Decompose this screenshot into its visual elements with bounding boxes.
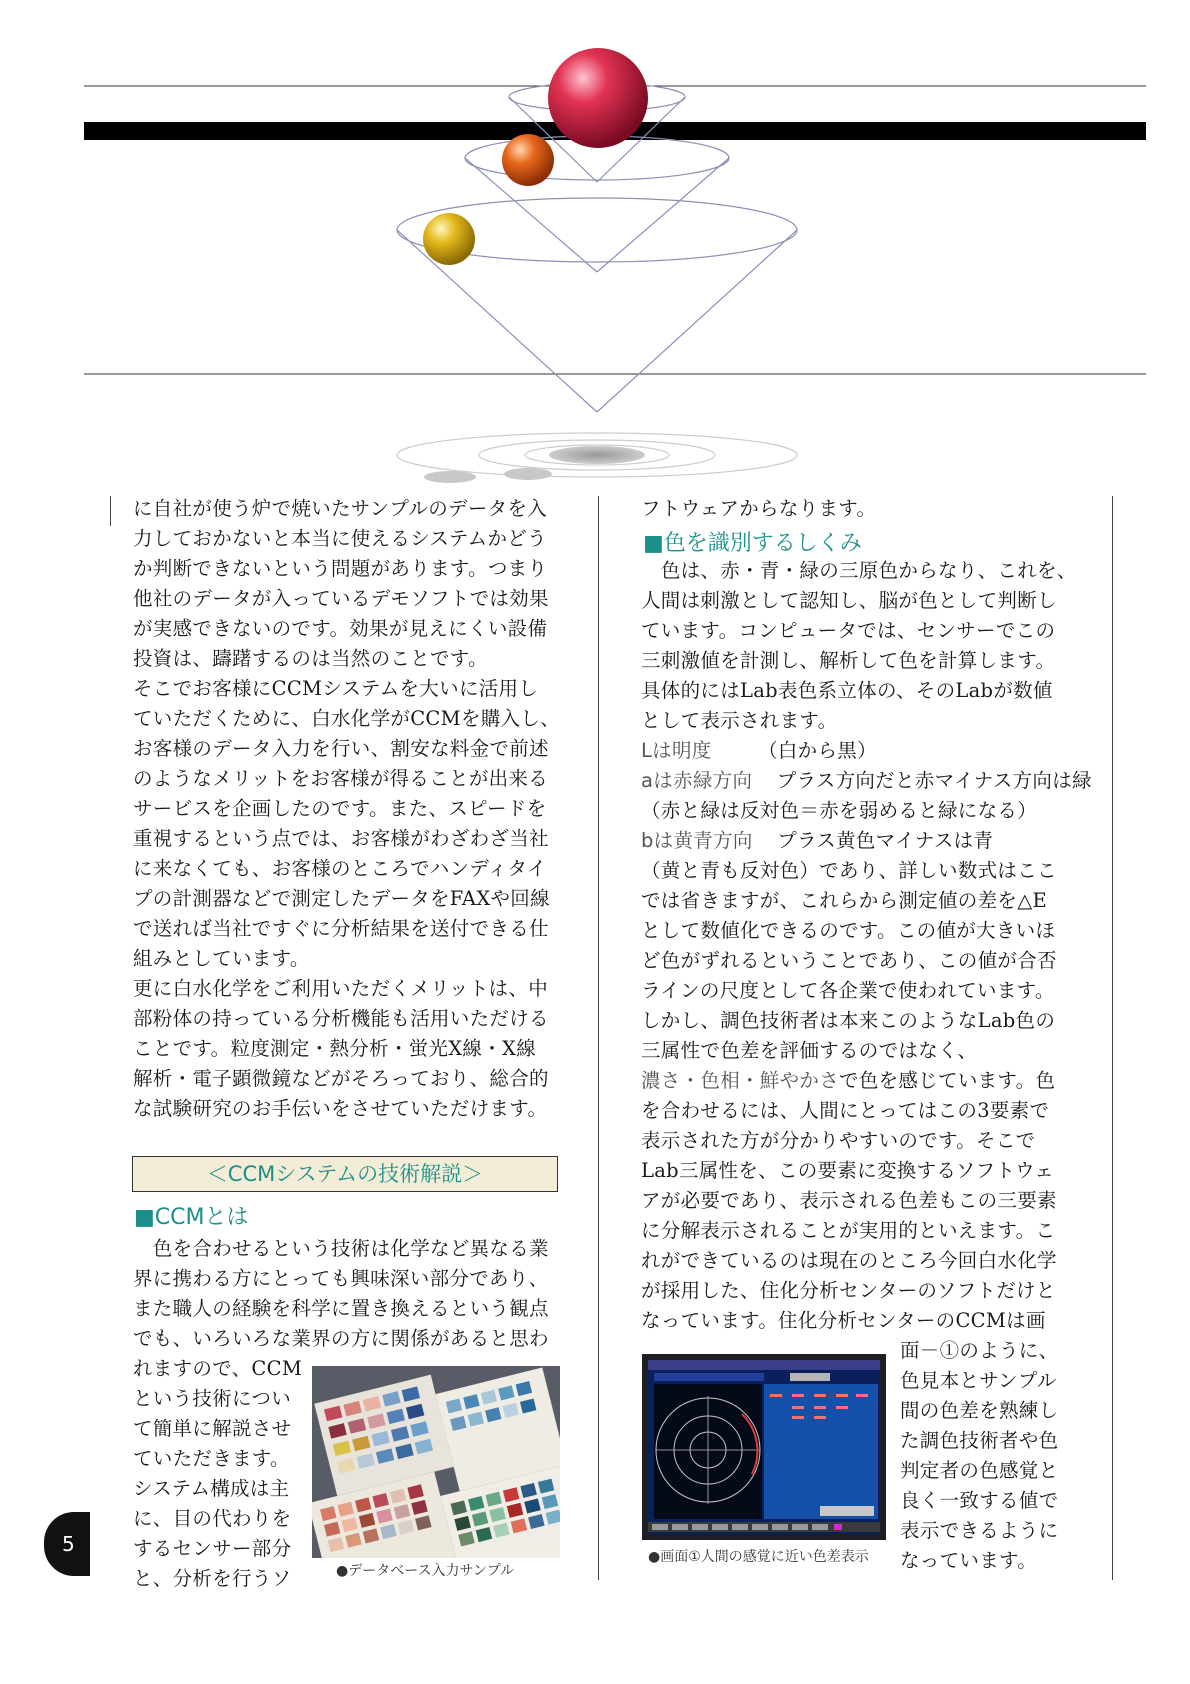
section-title: ＜CCMシステムの技術解説＞ [206,1162,484,1186]
swatch-sheets-image [312,1366,560,1558]
text-line: か判断できないという問題があります。つまり [133,557,548,580]
hue-line [641,1066,1055,1096]
text-line: でも、いろいろな業界の方に関係があると思わ [133,1327,549,1350]
text-line: で送れば当社ですぐに分析結果を送付できる仕 [133,917,549,940]
column-divider-middle [598,496,599,1580]
text-line: ことです。粒度測定・熱分析・蛍光X線・X線 [133,1037,537,1060]
lab-a-row [641,766,1092,796]
text-line: 三属性で色差を評価するのではなく、 [641,1039,978,1062]
text-line: が採用した、住化分析センターのソフトだけと [641,1279,1056,1302]
text-line: 面－①のように、 [900,1339,1059,1362]
text-line: な試験研究のお手伝いをさせていただけます。 [133,1097,548,1120]
text-line: 表示できるように [900,1519,1059,1542]
lab-b-text: プラス黄色マイナスは青 [777,829,994,852]
text-line: 他社のデータが入っているデモソフトでは効果 [133,587,549,610]
photo2-caption: ●画面①人間の感覚に近い色差表示 [648,1549,869,1565]
text-line: 界に携わる方にとっても興味深い部分であり、 [133,1267,549,1290]
hue-words: 濃さ・色相・鮮やかさ [641,1069,840,1092]
column-divider-right [1112,496,1113,1580]
text-line: アが必要であり、表示される色差もこの三要素 [641,1189,1057,1212]
photo1-caption: ●データベース入力サンプル [336,1563,515,1579]
text-line: 判定者の色感覚と [900,1459,1059,1482]
text-line: て簡単に解説させ [133,1417,292,1440]
lab-a-label: aは赤緑方向 [641,769,753,792]
header-graphic [0,0,1190,500]
text-line: れますので、CCM [133,1357,303,1380]
database-sample-photo [312,1366,560,1558]
text-line: のようなメリットをお客様が得ることが出来る [133,767,549,790]
text-line: に分解表示されることが実用的といえます。こ [641,1219,1056,1242]
text-line: しかし、調色技術者は本来このようなLab色の [641,1009,1056,1032]
text-line: た調色技術者や色 [900,1429,1059,1452]
text-line: 重視するという点では、お客様がわざわざ当社 [133,827,549,850]
page-number: 5 [62,1532,75,1556]
text-line: （黄と青も反対色）であり、詳しい数式はここ [641,859,1057,882]
text-line: として数値化できるのです。この値が大きいほ [641,919,1056,942]
text-line: お客様のデータ入力を行い、割安な料金で前述 [133,737,549,760]
lab-b-row [641,826,993,856]
text-line: 三刺激値を計測し、解析して色を計算します。 [641,649,1056,672]
color-heading: ■色を識別するしくみ [643,531,862,556]
lab-a-note: （赤と緑は反対色＝赤を弱めると緑になる） [641,799,1038,822]
text-line: 解析・電子顕微鏡などがそろっており、総合的 [133,1067,549,1090]
text-line: では省きますが、これらから測定値の差を△E [641,889,1048,912]
yellow-sphere [423,213,475,265]
text-line: プの計測器などで測定したデータをFAXや回線 [133,887,550,910]
section-title-box [132,1156,558,1192]
text-line: 良く一致する値で [900,1489,1059,1512]
text-line: フトウェアからなります。 [641,497,877,520]
text-line: なっています。 [900,1549,1038,1572]
text-line: に、目の代わりを [133,1507,292,1530]
text-line: また職人の経験を科学に置き換えるという観点 [133,1297,549,1320]
text-line: ど色がずれるということであり、この値が合否 [641,949,1057,972]
red-sphere [548,48,648,148]
text-line: 人間は刺激として認知し、脳が色として判断し [641,589,1057,612]
text-line: 間の色差を熟練し [900,1399,1059,1422]
lab-l-text: （白から黒） [758,739,877,762]
text-line: 色は、赤・青・緑の三原色からなり、これを、 [641,559,1077,582]
text-line: 投資は、躊躇するのは当然のことです。 [133,647,488,670]
text-line: ていただくために、白水化学がCCMを購入し、 [133,707,560,730]
text-line: 力しておかないと本当に使えるシステムかどう [133,527,547,550]
text-line: システム構成は主 [133,1477,290,1500]
text-line: 表示された方が分かりやすいのです。そこで [641,1129,1036,1152]
column-divider-left [110,496,111,526]
text-line: れができているのは現在のところ今回白水化学 [641,1249,1057,1272]
orange-sphere [502,134,554,186]
lab-l-label: Lは明度 [641,739,712,762]
cone-spheres-illustration [0,0,1190,500]
text-line: に自社が使う炉で焼いたサンプルのデータを入 [133,497,548,520]
text-line: を合わせるには、人間にとってはこの3要素で [641,1099,1050,1122]
text-line: という技術につい [133,1387,292,1410]
text-line: ラインの尺度として各企業で使われています。 [641,979,1055,1002]
text-line: 色を合わせるという技術は化学など異なる業 [133,1237,549,1260]
text-line: なっています。住化分析センターのCCMは画 [641,1309,1046,1332]
text-line: 組みとしています。 [133,947,310,970]
text-line: サービスを企画したのです。また、スピードを [133,797,547,820]
text-line: するセンサー部分 [133,1537,292,1560]
text-line: と、分析を行うソ [133,1567,292,1590]
text-line: 部粉体の持っている分析機能も活用いただける [133,1007,549,1030]
text-line: ています。コンピュータでは、センサーでこの [641,619,1056,642]
software-screen-image [642,1354,886,1540]
lab-b-label: bは黄青方向 [641,829,753,852]
text-line: 具体的にはLab表色系立体の、そのLabが数値 [641,679,1053,702]
color-difference-screen-photo [642,1354,886,1540]
lab-l-row [641,736,877,766]
lab-a-text: プラス方向だと赤マイナス方向は緑 [776,769,1092,792]
text-line: として表示されます。 [641,709,838,732]
text-line: 更に白水化学をご利用いただくメリットは、中 [133,977,549,1000]
text-line: に来なくても、お客様のところでハンディタイ [133,857,547,880]
page-number-badge [44,1512,90,1576]
text-line: 色見本とサンプル [900,1369,1057,1392]
ccm-heading: ■CCMとは [134,1205,249,1230]
text-line: Lab三属性を、この要素に変換するソフトウェ [641,1159,1054,1182]
text-line: ていただきます。 [133,1447,290,1470]
text-line: そこでお客様にCCMシステムを大いに活用し [133,677,539,700]
hue-rest: で色を感じています。色 [839,1069,1056,1092]
text-line: が実感できないのです。効果が見えにくい設備 [133,617,548,640]
